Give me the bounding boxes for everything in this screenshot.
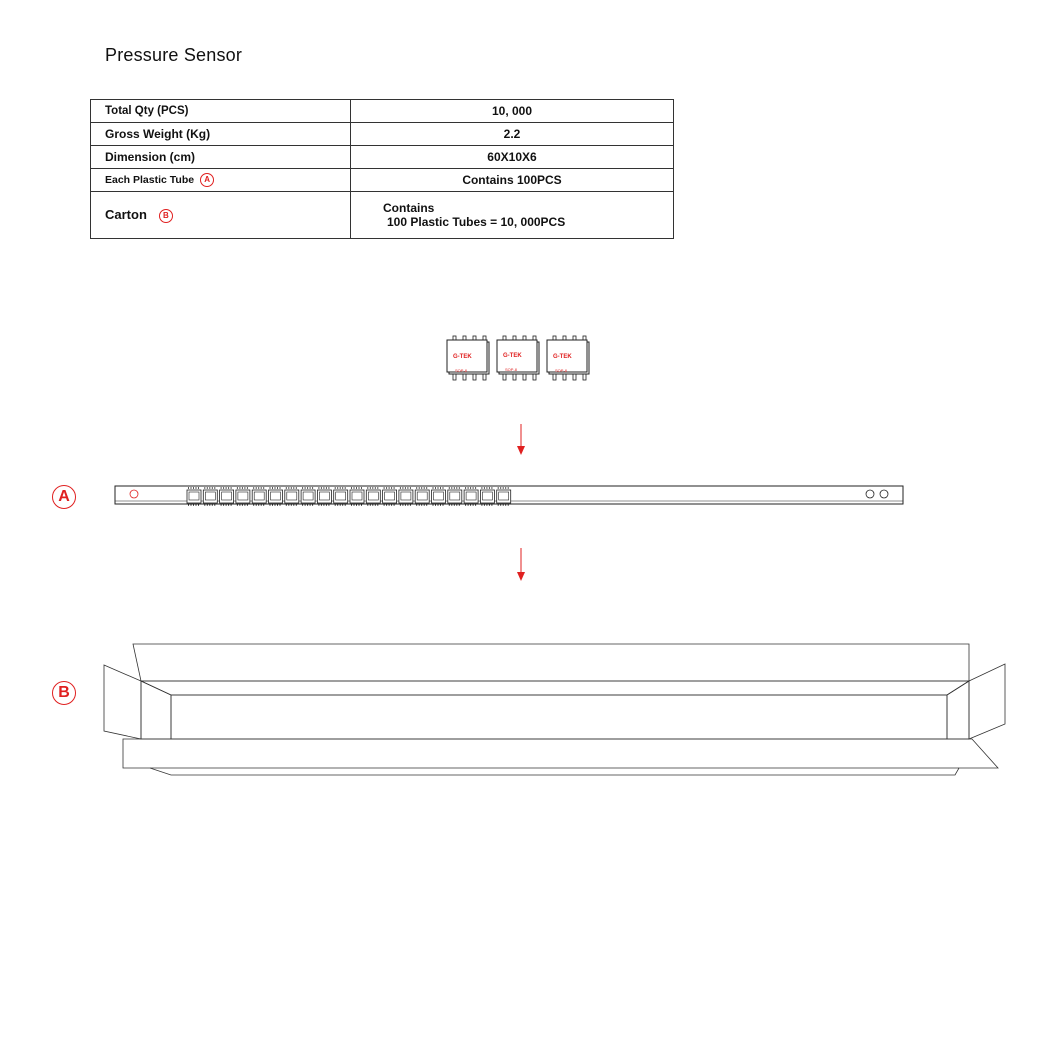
tube-chip — [301, 488, 315, 505]
carton-value-line1: Contains — [383, 201, 435, 215]
tube-chip — [203, 488, 217, 505]
tube-chip — [187, 488, 201, 505]
spec-label: Total Qty (PCS) — [91, 100, 351, 123]
chip-brand-label: G-TEK — [553, 354, 572, 360]
chip-package-label: SOP-8 — [555, 368, 568, 373]
marker-b-badge: B — [159, 209, 173, 223]
tube-chip — [334, 488, 348, 505]
chip-package-label: SOP-8 — [505, 367, 518, 372]
marker-a-badge: A — [200, 173, 214, 187]
tube-chip — [269, 488, 283, 505]
tube-chip — [252, 488, 266, 505]
tube-chip — [220, 488, 234, 505]
spec-label: Dimension (cm) — [91, 146, 351, 169]
arrow-down-icon — [517, 548, 525, 581]
spec-label: Carton — [105, 207, 147, 223]
carton-box — [104, 644, 1005, 775]
tube-chip — [350, 488, 364, 505]
tube-chip — [480, 488, 494, 505]
spec-value: 2.2 — [351, 123, 674, 146]
arrow-down-icon — [517, 424, 525, 455]
carton-value-line2: 100 Plastic Tubes = 10, 000PCS — [387, 215, 566, 229]
tube-chip — [285, 488, 299, 505]
tube-chip — [317, 488, 331, 505]
tube-chip — [432, 488, 446, 505]
chip-package-label: SOP-8 — [455, 368, 468, 373]
chip-brand-label: G-TEK — [503, 353, 522, 359]
tube-chip — [497, 488, 511, 505]
marker-b-icon: B — [52, 681, 76, 705]
spec-label: Each Plastic Tube — [105, 173, 195, 186]
tube-chip — [448, 488, 462, 505]
tube-chip — [399, 488, 413, 505]
spec-label: Gross Weight (Kg) — [91, 123, 351, 146]
tube-chip — [383, 488, 397, 505]
page-title: Pressure Sensor — [105, 45, 243, 65]
spec-value: 60X10X6 — [351, 146, 674, 169]
tube-chip — [366, 488, 380, 505]
marker-a-icon: A — [52, 485, 76, 509]
plastic-tube — [115, 486, 903, 505]
tube-chip — [464, 488, 478, 505]
tube-chip — [415, 488, 429, 505]
spec-value: 10, 000 — [351, 100, 674, 123]
chip-brand-label: G-TEK — [453, 354, 472, 360]
tube-chip — [236, 488, 250, 505]
spec-value: Contains 100PCS — [351, 169, 674, 192]
